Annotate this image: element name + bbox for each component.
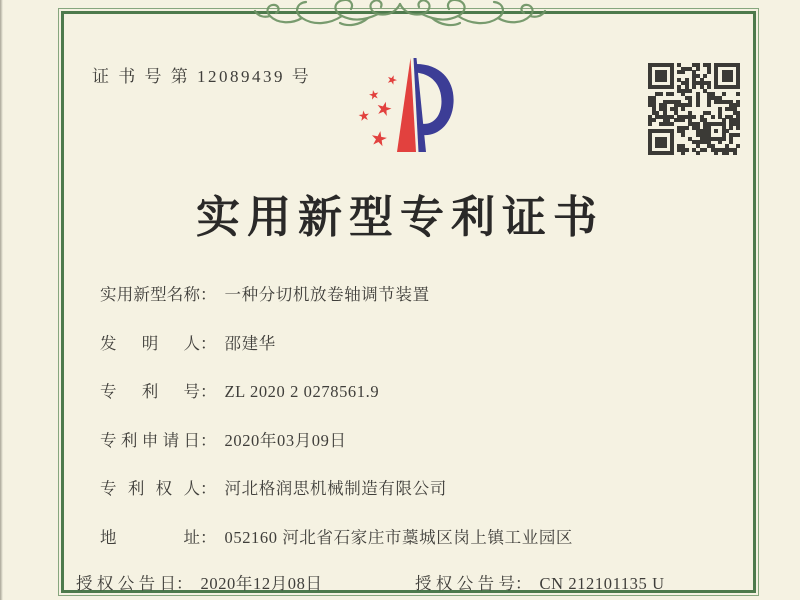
field-value: 052160 河北省石家庄市藁城区岗上镇工业园区 [224, 527, 574, 547]
field-label: 发明人 [100, 333, 200, 353]
field-label: 实用新型名称 [100, 285, 200, 304]
grant-number-value: CN 212101135 U [539, 574, 665, 593]
field-value: 邵建华 [224, 333, 276, 353]
colon: ： [200, 333, 217, 353]
field-label: 授权公告日 [76, 574, 176, 593]
field-label: 授权公告号 [415, 574, 515, 593]
field-value: ZL 2020 2 0278561.9 [224, 382, 380, 402]
colon: ： [200, 527, 217, 547]
cnipa-patent-logo-icon [354, 54, 464, 164]
certificate-title: 实用新型专利证书 [196, 193, 604, 242]
field-label: 专利申请日 [100, 430, 200, 450]
top-flourish-ornament-icon [250, 0, 550, 32]
field-row-inventor [100, 330, 573, 379]
colon: ： [176, 574, 193, 593]
colon: ： [200, 479, 217, 499]
grant-number-item [415, 570, 665, 594]
field-row-patentee [100, 475, 573, 524]
grant-date-item [76, 570, 323, 594]
field-row-filing-date [100, 427, 573, 476]
grant-date-value: 2020年12月08日 [200, 574, 323, 593]
colon: ： [515, 574, 532, 593]
field-row-utility-model-name [100, 281, 573, 330]
field-value: 2020年03月09日 [224, 430, 347, 450]
field-label: 专利号 [100, 382, 200, 402]
field-label: 专利权人 [100, 479, 200, 499]
field-value: 河北格润思机械制造有限公司 [224, 479, 447, 499]
field-label: 地址 [100, 527, 200, 547]
scan-page-edge [0, 0, 3, 600]
certificate-fields [100, 281, 573, 573]
colon: ： [200, 382, 217, 402]
certificate-number: 证 书 号 第 12089439 号 [92, 67, 312, 86]
field-row-address [100, 524, 573, 573]
colon: ： [200, 285, 217, 304]
colon: ： [200, 430, 217, 450]
qr-code-icon [648, 63, 740, 155]
field-value: 一种分切机放卷轴调节装置 [224, 285, 430, 304]
field-row-patent-number [100, 378, 573, 427]
